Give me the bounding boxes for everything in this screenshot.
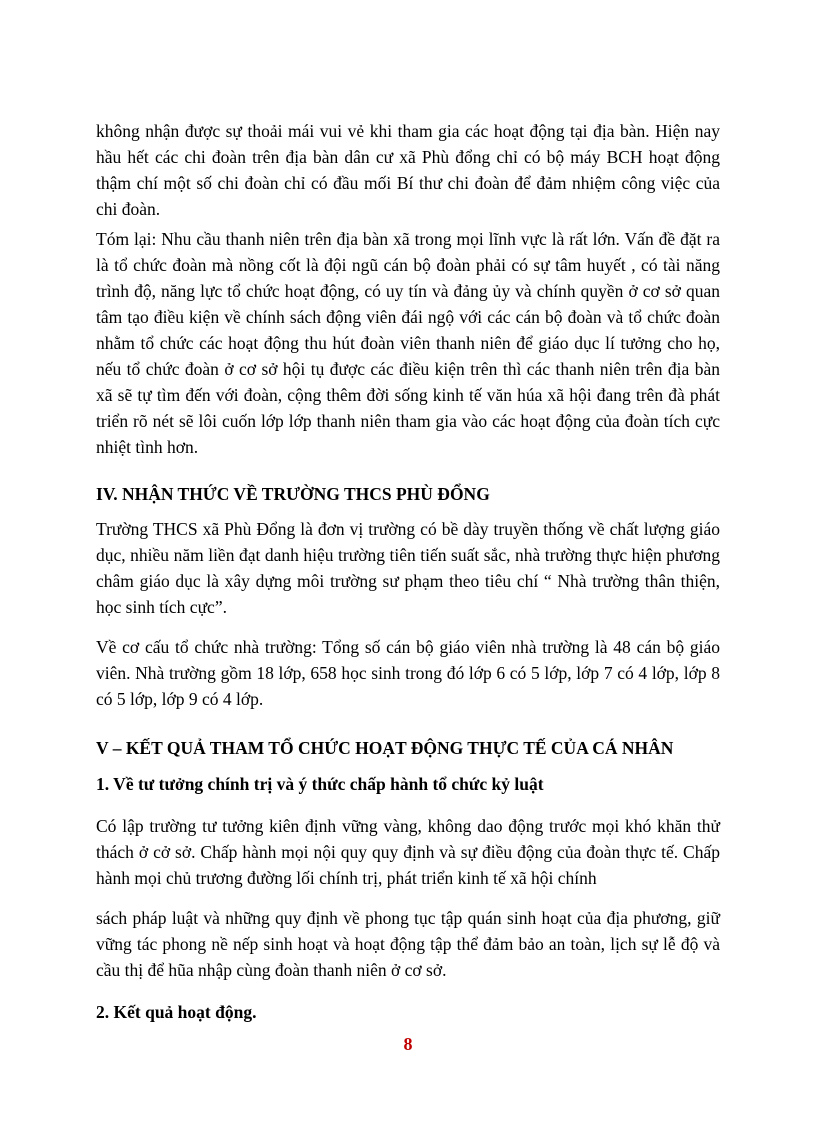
paragraph-political-stance: Có lập trường tư tưởng kiên định vững vàng, không dao động trước mọi khó khăn thử thách ở cở sở. Chấp hành mọi nội quy quy định và sự điều động của đoàn thực tế. Chấp hành mọi chủ trương đường lối chính trị, phát triển kinh tế xã hội chính <box>96 816 720 888</box>
paragraph-summary: Tóm lại: Nhu cầu thanh niên trên địa bàn xã trong mọi lĩnh vực là rất lớn. Vấn đề đặt ra là tổ chức đoàn mà nồng cốt là đội ngũ cán bộ đoàn phải có sự tâm huyết , có tài năng trình độ, năng lực tổ chức hoạt động, có uy tín và đảng ủy và chính quyền ở cơ sở quan tâm tạo điều kiện về chính sách động viên đái ngộ với các cán bộ đoàn và tổ chức đoàn nhằm tổ chức các hoạt động thu hút đoàn viên thanh niên để giáo dục lí tưởng cho họ, nếu tổ chức đoàn ở cơ sở hội tụ được các điều kiện trên thì các thanh niên trên địa bàn xã sẽ tự tìm đến với đoàn, cộng thêm đời sống kinh tế văn húa xã hội đang trên đà phát triển rõ nét sẽ lôi cuốn lớp lớp thanh niên tham gia vào các hoạt động của đoàn tích cực nhiệt tình hơn. <box>96 229 720 457</box>
section-heading-iv: IV. NHẬN THỨC VỀ TRƯỜNG THCS PHÙ ĐỔNG <box>96 484 490 504</box>
paragraph-school-structure: Về cơ cấu tổ chức nhà trường: Tổng số cán bộ giáo viên nhà trường là 48 cán bộ giáo viên. Nhà trường gồm 18 lớp, 658 học sinh trong đó lớp 6 có 5 lớp, lớp 7 có 4 lớp, lớp 8 có 5 lớp, lớp 9 có 4 lớp. <box>96 637 720 709</box>
paragraph-chi-doan-status: không nhận được sự thoải mái vui vẻ khi tham gia các hoạt động tại địa bàn. Hiện nay hầu hết các chi đoàn trên địa bàn dân cư xã Phù đổng chỉ có bộ máy BCH hoạt động thậm chí một số chi đoàn chỉ có đầu mối Bí thư chi đoàn để đảm nhiệm công việc của chi đoàn. <box>96 121 720 219</box>
section-heading-v: V – KẾT QUẢ THAM TỔ CHỨC HOẠT ĐỘNG THỰC TẾ CỦA CÁ NHÂN <box>96 738 674 758</box>
paragraph-school-intro: Trường THCS xã Phù Đổng là đơn vị trường có bề dày truyền thống về chất lượng giáo dục, nhiều năm liền đạt danh hiệu trường tiên tiến suất sắc, nhà trường thực hiện phương châm giáo dục là xây dựng môi trường sư phạm theo tiêu chí “ Nhà trường thân thiện, học sinh tích cực”. <box>96 519 720 617</box>
paragraph-law-compliance: sách pháp luật và những quy định về phong tục tập quán sinh hoạt của địa phương, giữ vững tác phong nề nếp sinh hoạt và hoạt động tập thể đảm bảo an toàn, lịch sự lễ độ và cầu thị để hũa nhập cùng đoàn thanh niên ở cơ sở. <box>96 908 720 980</box>
page-number: 8 <box>403 1034 413 1054</box>
subsection-heading-1: 1. Về tư tưởng chính trị và ý thức chấp hành tổ chức kỷ luật <box>96 774 544 794</box>
subsection-heading-2: 2. Kết quả hoạt động. <box>96 1002 257 1022</box>
